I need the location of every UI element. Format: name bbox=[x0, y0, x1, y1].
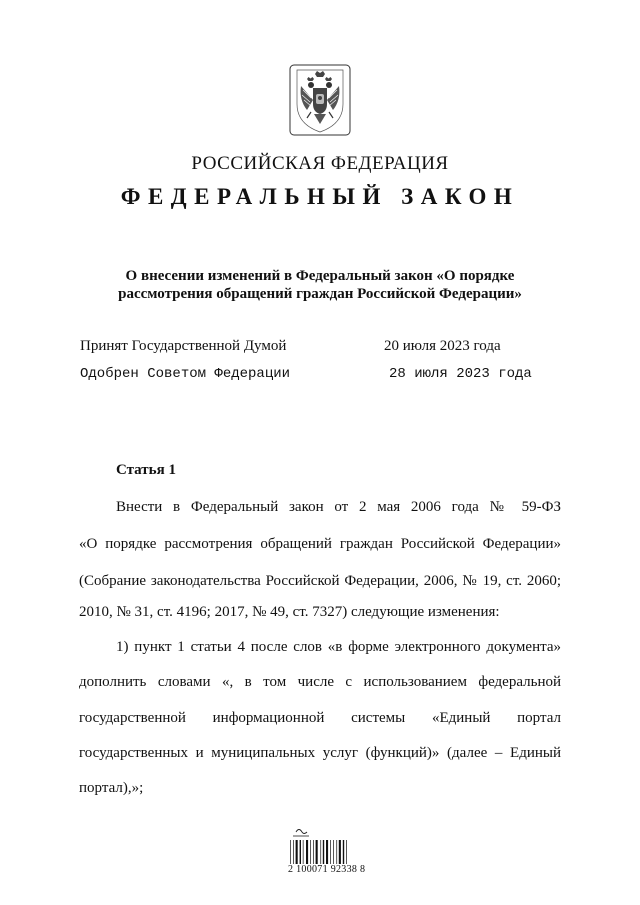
article-text-line: «О порядке рассмотрения обращений граждан Российской Федерации» bbox=[79, 536, 561, 552]
article-text-line: Внести в Федеральный закон от 2 мая 2006 года № 59-ФЗ bbox=[116, 499, 561, 515]
article-text-line: 2010, № 31, ст. 4196; 2017, № 49, ст. 7327) следующие изменения: bbox=[79, 604, 500, 620]
barcode-number: 2 100071 92338 8 bbox=[288, 864, 366, 875]
article-text-line: государственных и муниципальных услуг (функций)» (далее – Единый bbox=[79, 745, 561, 761]
article-text-line: портал),»; bbox=[79, 780, 144, 796]
article-text-line: государственной информационной системы «Единый портал bbox=[79, 710, 561, 726]
article-text-line: (Собрание законодательства Российской Федерации, 2006, № 19, ст. 2060; bbox=[79, 573, 561, 589]
council-approval-label: Одобрен Советом Федерации bbox=[80, 366, 291, 382]
document-type: ФЕДЕРАЛЬНЫЙ ЗАКОН bbox=[120, 184, 520, 209]
article-heading: Статья 1 bbox=[116, 462, 176, 478]
law-title-line: О внесении изменений в Федеральный закон «О порядке bbox=[125, 268, 515, 284]
article-text-line: 1) пункт 1 статьи 4 после слов «в форме электронного документа» bbox=[116, 639, 561, 655]
council-approval-date: 28 июля 2023 года bbox=[389, 366, 532, 382]
duma-adoption-label: Принят Государственной Думой bbox=[80, 338, 287, 354]
law-title-line: рассмотрения обращений граждан Российской Федерации» bbox=[118, 286, 522, 302]
article-text-line: дополнить словами «, в том числе с использованием федеральной bbox=[79, 674, 561, 690]
coat-of-arms-emblem bbox=[289, 64, 351, 136]
duma-adoption-date: 20 июля 2023 года bbox=[384, 338, 501, 354]
law-title bbox=[60, 267, 580, 303]
country-name: РОССИЙСКАЯ ФЕДЕРАЦИЯ bbox=[191, 153, 449, 174]
